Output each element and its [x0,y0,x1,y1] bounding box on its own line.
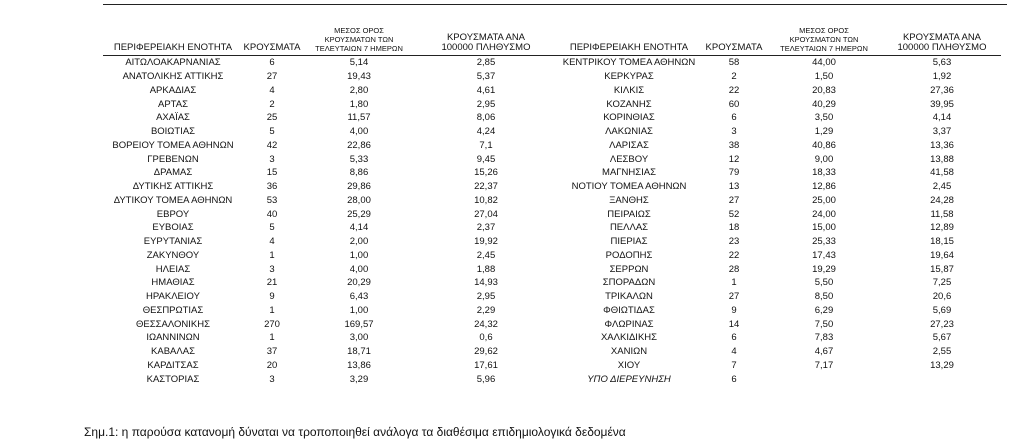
avg-7day-cell: 24,00 [812,208,836,220]
avg-7day-cell: 18,71 [347,346,371,358]
cases-cell: 22 [728,249,740,261]
cases-per-100k-cell: 5,69 [932,304,952,316]
cases-per-100k-cell: 24,32 [474,318,498,330]
cases-cell: 9 [731,304,737,316]
cases-per-100k-cell: 19,64 [930,249,954,261]
cases-per-100k-cell: 27,23 [930,318,954,330]
avg-7day-cell: 18,33 [812,167,836,179]
cases-cell: 5 [269,222,275,234]
avg-7day-cell: 7,17 [814,359,834,371]
avg-7day-cell: 1,50 [814,71,834,83]
cases-per-100k-cell: 19,92 [474,236,498,248]
avg-7day-cell: 1,00 [349,304,369,316]
avg-7day-cell: 6,29 [814,304,834,316]
regional-unit-cell: ΘΕΣΣΑΛΟΝΙΚΗΣ [136,318,210,330]
avg-7day-cell: 4,00 [349,263,369,275]
regional-unit-cell: ΤΡΙΚΑΛΩΝ [605,291,653,303]
cases-cell: 15 [266,167,278,179]
header-regional-unit: ΠΕΡΙΦΕΡΕΙΑΚΗ ΕΝΟΤΗΤΑ [103,12,243,56]
table-top-rule [103,4,1007,5]
cases-per-100k-cell: 11,58 [930,208,954,220]
table-row [555,345,1001,359]
cases-per-100k-cell: 2,55 [932,346,952,358]
cases-per-100k-cell: 2,95 [476,291,496,303]
table-row [103,331,555,345]
avg-7day-cell: 12,86 [812,181,836,193]
avg-7day-cell: 28,00 [347,194,371,206]
avg-7day-cell: 1,00 [349,249,369,261]
avg-7day-cell: 11,57 [347,112,371,124]
table-row [103,304,555,318]
cases-per-100k-cell: 4,61 [476,84,496,96]
cases-per-100k-cell: 10,82 [474,194,498,206]
avg-7day-cell: 4,00 [349,126,369,138]
cases-cell: 52 [728,208,740,220]
regional-unit-cell: ΚΑΡΔΙΤΣΑΣ [147,359,199,371]
cases-cell: 37 [266,346,278,358]
cases-per-100k-cell: 2,95 [476,98,496,110]
table-row [555,207,1001,221]
regional-unit-cell: ΔΥΤΙΚΗΣ ΑΤΤΙΚΗΣ [132,181,214,193]
table-row [555,70,1001,84]
cases-cell: 5 [269,126,275,138]
avg-7day-cell: 7,50 [814,318,834,330]
cases-per-100k-cell: 24,28 [930,194,954,206]
table-row [555,166,1001,180]
avg-7day-cell: 8,86 [349,167,369,179]
cases-per-100k-cell: 5,37 [476,71,496,83]
cases-cell: 60 [728,98,740,110]
avg-7day-cell: 3,00 [349,332,369,344]
regional-unit-cell: ΙΩΑΝΝΙΝΩΝ [146,332,200,344]
table-row [555,180,1001,194]
cases-cell: 2 [731,71,737,83]
avg-7day-cell [765,372,883,386]
cases-cell: 21 [266,277,278,289]
cases-cell: 14 [728,318,740,330]
regional-unit-cell: ΘΕΣΠΡΩΤΙΑΣ [142,304,204,316]
regional-unit-cell: ΜΑΓΝΗΣΙΑΣ [602,167,656,179]
header-regional-unit: ΠΕΡΙΦΕΡΕΙΑΚΗ ΕΝΟΤΗΤΑ [555,12,703,56]
table-row [555,290,1001,304]
cases-per-100k-cell: 1,92 [932,71,952,83]
table-row [103,290,555,304]
table-row [103,372,555,386]
cases-per-100k-cell: 7,1 [479,139,493,151]
cases-per-100k-cell: 13,36 [930,139,954,151]
regional-unit-cell: ΠΕΛΛΑΣ [609,222,649,234]
cases-per-100k-cell: 27,36 [930,84,954,96]
cases-per-100k-cell: 9,45 [476,153,496,165]
avg-7day-cell: 15,00 [812,222,836,234]
table-row [103,317,555,331]
table-row [103,111,555,125]
header-cases-per-100k [417,12,555,56]
table-row [103,194,555,208]
regional-unit-cell: ΠΙΕΡΙΑΣ [610,236,648,248]
regional-unit-cell: ΚΕΡΚΥΡΑΣ [604,71,654,83]
cases-per-100k-cell: 15,87 [930,263,954,275]
table-row [555,97,1001,111]
table-row [555,111,1001,125]
cases-per-100k-cell: 15,26 [474,167,498,179]
header-cases-per-100k-line1: ΚΡΟΥΣΜΑΤΑ ΑΝΑ [902,32,982,43]
avg-7day-cell: 4,67 [814,346,834,358]
cases-per-100k-cell: 2,85 [476,57,496,69]
header-7day-average-line2: ΚΡΟΥΣΜΑΤΩΝ ΤΩΝ [789,35,859,44]
cases-per-100k-cell: 2,29 [476,304,496,316]
table-row [555,372,1001,386]
cases-cell: 2 [269,98,275,110]
regional-unit-cell: ΚΟΖΑΝΗΣ [606,98,652,110]
cases-cell: 7 [731,359,737,371]
regional-unit-cell: ΦΘΙΩΤΙΔΑΣ [603,304,655,316]
table-row [103,125,555,139]
cases-per-100k-cell: 2,45 [932,181,952,193]
regional-unit-cell: ΚΕΝΤΡΙΚΟΥ ΤΟΜΕΑ ΑΘΗΝΩΝ [562,57,696,69]
table-row [555,139,1001,153]
regional-unit-cell: ΛΕΣΒΟΥ [609,153,649,165]
regional-unit-cell: ΒΟΙΩΤΙΑΣ [150,126,196,138]
cases-per-100k-cell: 18,15 [930,236,954,248]
avg-7day-cell: 17,43 [812,249,836,261]
table-row [555,194,1001,208]
avg-7day-cell: 19,43 [347,71,371,83]
regional-unit-cell: ΗΛΕΙΑΣ [155,263,191,275]
header-row [103,12,555,56]
table-row [103,84,555,98]
regional-unit-cell: ΥΠΟ ΔΙΕΡΕΥΝΗΣΗ [587,373,671,385]
regional-unit-cell: ΧΙΟΥ [617,359,641,371]
avg-7day-cell: 22,86 [347,139,371,151]
cases-cell: 27 [728,194,740,206]
regional-unit-cell: ΑΡΚΑΔΙΑΣ [149,84,197,96]
cases-per-100k-cell: 13,29 [930,359,954,371]
cases-cell: 79 [728,167,740,179]
cases-per-100k-cell: 27,04 [474,208,498,220]
table-row [555,235,1001,249]
header-7day-average [301,12,417,56]
avg-7day-cell: 25,00 [812,194,836,206]
table-row [555,221,1001,235]
regional-unit-cell: ΛΑΚΩΝΙΑΣ [605,126,653,138]
header-cases: ΚΡΟΥΣΜΑΤΑ [243,12,301,56]
header-cases-per-100k [883,12,1001,56]
table-row [555,125,1001,139]
cases-cell: 42 [266,139,278,151]
right-table-body [555,56,1001,387]
cases-per-100k-cell: 2,45 [476,249,496,261]
regional-unit-cell: ΣΠΟΡΑΔΩΝ [602,277,656,289]
table-row [555,317,1001,331]
regional-unit-cell: ΦΛΩΡΙΝΑΣ [604,318,654,330]
avg-7day-cell: 13,86 [347,359,371,371]
cases-cell: 27 [266,71,278,83]
regional-unit-cell: ΚΑΣΤΟΡΙΑΣ [146,373,200,385]
cases-per-100k-cell [883,372,1001,386]
table-row [555,152,1001,166]
avg-7day-cell: 3,50 [814,112,834,124]
avg-7day-cell: 19,29 [812,263,836,275]
cases-cell: 6 [731,373,737,385]
regional-unit-cell: ΑΡΤΑΣ [158,98,188,110]
cases-cell: 3 [731,126,737,138]
avg-7day-cell: 2,00 [349,236,369,248]
regional-unit-cell: ΗΡΑΚΛΕΙΟΥ [146,291,200,303]
cases-cell: 18 [728,222,740,234]
cases-per-100k-cell: 0,6 [479,332,493,344]
table-row [103,139,555,153]
avg-7day-cell: 8,50 [814,291,834,303]
avg-7day-cell: 1,80 [349,98,369,110]
avg-7day-cell: 5,33 [349,153,369,165]
cases-per-100k-cell: 41,58 [930,167,954,179]
cases-per-100k-cell: 13,88 [930,153,954,165]
regional-unit-cell: ΠΕΙΡΑΙΩΣ [607,208,651,220]
cases-table-left [103,12,555,386]
header-cases-per-100k-line1: ΚΡΟΥΣΜΑΤΑ ΑΝΑ [446,32,526,43]
cases-cell: 25 [266,112,278,124]
cases-per-100k-cell: 2,37 [476,222,496,234]
cases-cell: 9 [269,291,275,303]
cases-per-100k-cell: 3,37 [932,126,952,138]
cases-table-right [555,12,1001,386]
cases-per-100k-cell: 5,63 [932,57,952,69]
table-row [103,56,555,70]
cases-cell: 1 [269,332,275,344]
header-7day-average-line1: ΜΕΣΟΣ ΟΡΟΣ [799,26,849,35]
cases-per-100k-cell: 12,89 [930,222,954,234]
cases-cell: 1 [269,249,275,261]
header-7day-average-line1: ΜΕΣΟΣ ΟΡΟΣ [334,26,384,35]
cases-per-100k-cell: 7,25 [932,277,952,289]
regional-unit-cell: ΕΥΡΥΤΑΝΙΑΣ [143,236,203,248]
cases-per-100k-cell: 22,37 [474,181,498,193]
cases-per-100k-cell: 29,62 [474,346,498,358]
regional-unit-cell: ΚΙΛΚΙΣ [613,84,645,96]
cases-per-100k-cell: 17,61 [474,359,498,371]
cases-per-100k-cell: 20,6 [932,291,952,303]
avg-7day-cell: 7,83 [814,332,834,344]
cases-per-100k-cell: 14,93 [474,277,498,289]
avg-7day-cell: 6,43 [349,291,369,303]
left-table-body [103,56,555,387]
header-cases-per-100k-line2: 100000 ΠΛΗΘΥΣΜΟ [897,42,987,53]
cases-cell: 3 [269,153,275,165]
table-row [555,56,1001,70]
cases-cell: 20 [266,359,278,371]
avg-7day-cell: 1,29 [814,126,834,138]
table-row [103,207,555,221]
table-row [555,262,1001,276]
regional-unit-cell: ΞΑΝΘΗΣ [609,194,649,206]
cases-per-100k-cell: 5,67 [932,332,952,344]
regional-unit-cell: ΗΜΑΘΙΑΣ [151,277,195,289]
avg-7day-cell: 44,00 [812,57,836,69]
footnote: Σημ.1: η παρούσα κατανομή δύναται να τροποποιηθεί ανάλογα τα διαθέσιμα επιδημιολογικά δεδομένα [84,425,626,439]
regional-unit-cell: ΑΧΑΪΑΣ [156,112,190,124]
table-row [103,249,555,263]
table-row [103,262,555,276]
header-row [555,12,1001,56]
avg-7day-cell: 4,14 [349,222,369,234]
table-row [103,180,555,194]
avg-7day-cell: 2,80 [349,84,369,96]
table-row [555,331,1001,345]
table-row [103,166,555,180]
regional-unit-cell: ΔΥΤΙΚΟΥ ΤΟΜΕΑ ΑΘΗΝΩΝ [113,194,233,206]
avg-7day-cell: 3,29 [349,373,369,385]
cases-per-100k-cell: 5,96 [476,373,496,385]
header-cases: ΚΡΟΥΣΜΑΤΑ [703,12,765,56]
regional-unit-cell: ΣΕΡΡΩΝ [609,263,649,275]
avg-7day-cell: 25,33 [812,236,836,248]
header-cases-per-100k-line2: 100000 ΠΛΗΘΥΣΜΟ [441,42,531,53]
avg-7day-cell: 169,57 [344,318,374,330]
cases-cell: 40 [266,208,278,220]
cases-cell: 3 [269,373,275,385]
regional-unit-cell: ΕΒΡΟΥ [156,208,190,220]
header-7day-average-line3: ΤΕΛΕΥΤΑΙΩΝ 7 ΗΜΕΡΩΝ [315,44,403,53]
cases-cell: 270 [264,318,280,330]
regional-unit-cell: ΖΑΚΥΝΘΟΥ [146,249,200,261]
cases-cell: 23 [728,236,740,248]
table-row [103,221,555,235]
cases-cell: 12 [728,153,740,165]
cases-per-100k-cell: 39,95 [930,98,954,110]
regional-unit-cell: ΝΟΤΙΟΥ ΤΟΜΕΑ ΑΘΗΝΩΝ [571,181,687,193]
table-row [103,345,555,359]
regional-unit-cell: ΚΟΡΙΝΘΙΑΣ [603,112,655,124]
avg-7day-cell: 20,83 [812,84,836,96]
avg-7day-cell: 40,29 [812,98,836,110]
avg-7day-cell: 9,00 [814,153,834,165]
regional-unit-cell: ΕΥΒΟΙΑΣ [152,222,194,234]
table-row [555,249,1001,263]
cases-cell: 28 [728,263,740,275]
cases-cell: 4 [731,346,737,358]
header-7day-average [765,12,883,56]
avg-7day-cell: 25,29 [347,208,371,220]
avg-7day-cell: 5,14 [349,57,369,69]
avg-7day-cell: 29,86 [347,181,371,193]
avg-7day-cell: 20,29 [347,277,371,289]
table-row [555,304,1001,318]
avg-7day-cell: 5,50 [814,277,834,289]
regional-unit-cell: ΓΡΕΒΕΝΩΝ [147,153,199,165]
regional-unit-cell: ΧΑΝΙΩΝ [610,346,648,358]
table-row [555,276,1001,290]
cases-per-100k-cell: 4,24 [476,126,496,138]
table-row [555,359,1001,373]
cases-cell: 4 [269,84,275,96]
cases-cell: 3 [269,263,275,275]
regional-unit-cell: ΧΑΛΚΙΔΙΚΗΣ [600,332,658,344]
table-row [555,84,1001,98]
cases-per-100k-cell: 4,14 [932,112,952,124]
table-row [103,152,555,166]
table-row [103,359,555,373]
regional-unit-cell: ΚΑΒΑΛΑΣ [151,346,195,358]
regional-unit-cell: ΛΑΡΙΣΑΣ [609,139,649,151]
regional-unit-cell: ΑΙΤΩΛΟΑΚΑΡΝΑΝΙΑΣ [125,57,221,69]
cases-cell: 58 [728,57,740,69]
regional-unit-cell: ΒΟΡΕΙΟΥ ΤΟΜΕΑ ΑΘΗΝΩΝ [112,139,234,151]
cases-cell: 6 [731,112,737,124]
cases-cell: 27 [728,291,740,303]
header-7day-average-line3: ΤΕΛΕΥΤΑΙΩΝ 7 ΗΜΕΡΩΝ [780,44,868,53]
regional-unit-cell: ΔΡΑΜΑΣ [153,167,193,179]
cases-cell: 38 [728,139,740,151]
cases-per-100k-cell: 8,06 [476,112,496,124]
regional-unit-cell: ΡΟΔΟΠΗΣ [605,249,653,261]
cases-cell: 6 [269,57,275,69]
table-row [103,276,555,290]
table-row [103,97,555,111]
cases-cell: 1 [269,304,275,316]
table-row [103,235,555,249]
table-row [103,70,555,84]
cases-cell: 13 [728,181,740,193]
cases-cell: 4 [269,236,275,248]
regional-unit-cell: ΑΝΑΤΟΛΙΚΗΣ ΑΤΤΙΚΗΣ [122,71,224,83]
cases-cell: 22 [728,84,740,96]
cases-per-100k-cell: 1,88 [476,263,496,275]
cases-cell: 36 [266,181,278,193]
cases-cell: 1 [731,277,737,289]
avg-7day-cell: 40,86 [812,139,836,151]
header-7day-average-line2: ΚΡΟΥΣΜΑΤΩΝ ΤΩΝ [324,35,394,44]
cases-cell: 53 [266,194,278,206]
cases-cell: 6 [731,332,737,344]
